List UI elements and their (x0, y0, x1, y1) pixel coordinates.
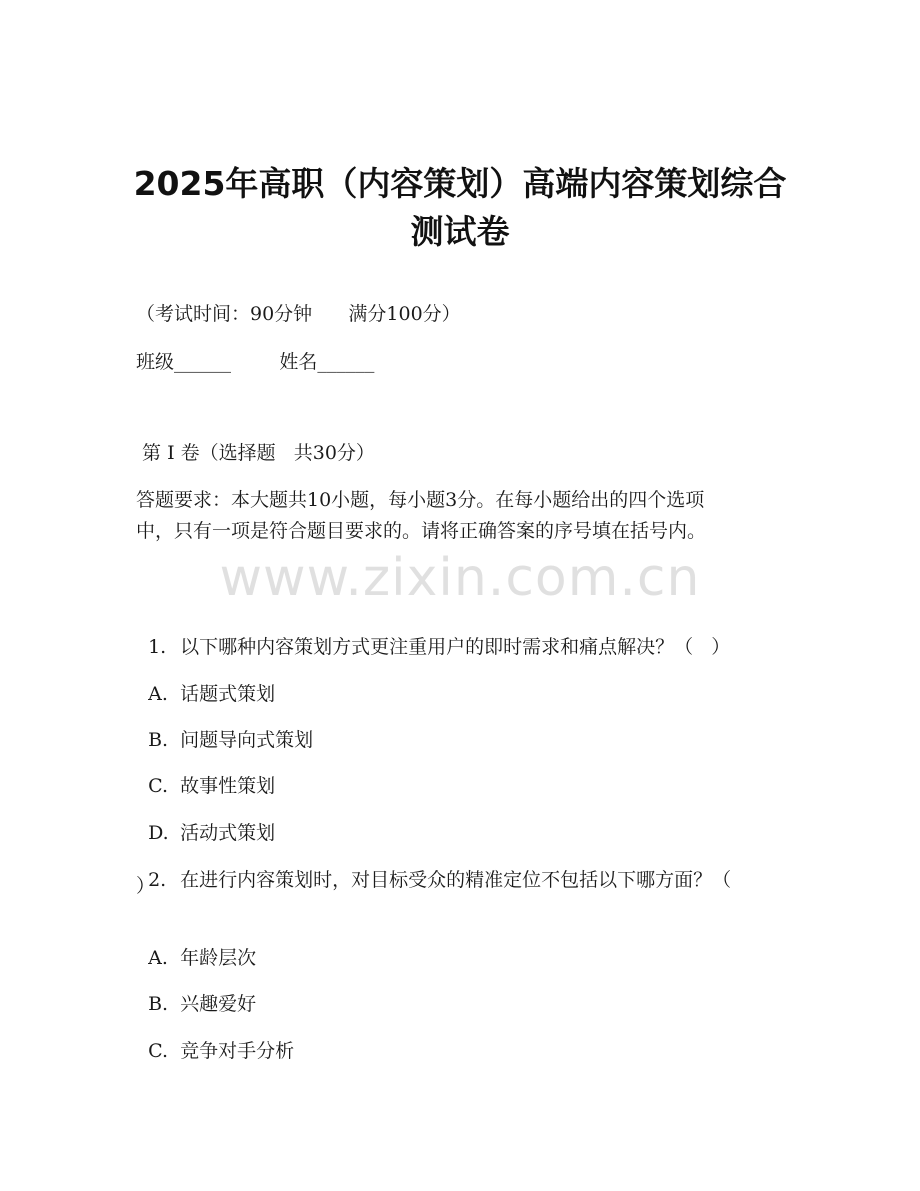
option-text: 兴趣爱好 (180, 993, 257, 1015)
option-1b (136, 704, 313, 752)
page-title-line-2: 测试卷 (410, 212, 510, 251)
option-1d (136, 797, 275, 845)
option-2b (136, 968, 256, 1016)
option-1c (136, 750, 275, 798)
student-fields: 班级______ 姓名______ (136, 351, 375, 373)
option-text: 问题导向式策划 (180, 729, 314, 751)
option-letter: C. (148, 1040, 168, 1062)
section-header: 第 I 卷（选择题 共30分） (136, 442, 375, 464)
page-title-line-1: 2025年高职（内容策划）高端内容策划综合 (133, 164, 787, 203)
question-2 (136, 844, 731, 892)
option-text: 活动式策划 (180, 822, 276, 844)
option-text: 竞争对手分析 (180, 1040, 295, 1062)
option-2c (136, 1015, 294, 1063)
question-2-continued: ） (136, 875, 156, 897)
option-1a (136, 658, 275, 706)
instructions-line-1: 答题要求：本大题共10小题，每小题3分。在每小题给出的四个选项 (136, 489, 705, 511)
option-letter: A. (148, 947, 168, 969)
option-letter: D. (148, 822, 169, 844)
option-letter: B. (148, 729, 169, 751)
option-letter: A. (148, 683, 168, 705)
question-1 (136, 611, 730, 659)
option-text: 年龄层次 (180, 947, 257, 969)
exam-info: （考试时间：90分钟 满分100分） (136, 303, 461, 325)
option-text: 故事性策划 (180, 775, 276, 797)
instructions-line-2: 中，只有一项是符合题目要求的。请将正确答案的序号填在括号内。 (136, 520, 707, 542)
watermark: www.zixin.com.cn (219, 548, 701, 608)
question-number: 1. (148, 636, 167, 658)
option-letter: B. (148, 993, 169, 1015)
option-letter: C. (148, 775, 168, 797)
question-text: 以下哪种内容策划方式更注重用户的即时需求和痛点解决？（ ） (180, 636, 731, 658)
option-text: 话题式策划 (180, 683, 276, 705)
question-text: 在进行内容策划时，对目标受众的精准定位不包括以下哪方面？（ (180, 869, 732, 891)
option-2a (136, 922, 256, 970)
question-number: 2. (148, 869, 167, 891)
